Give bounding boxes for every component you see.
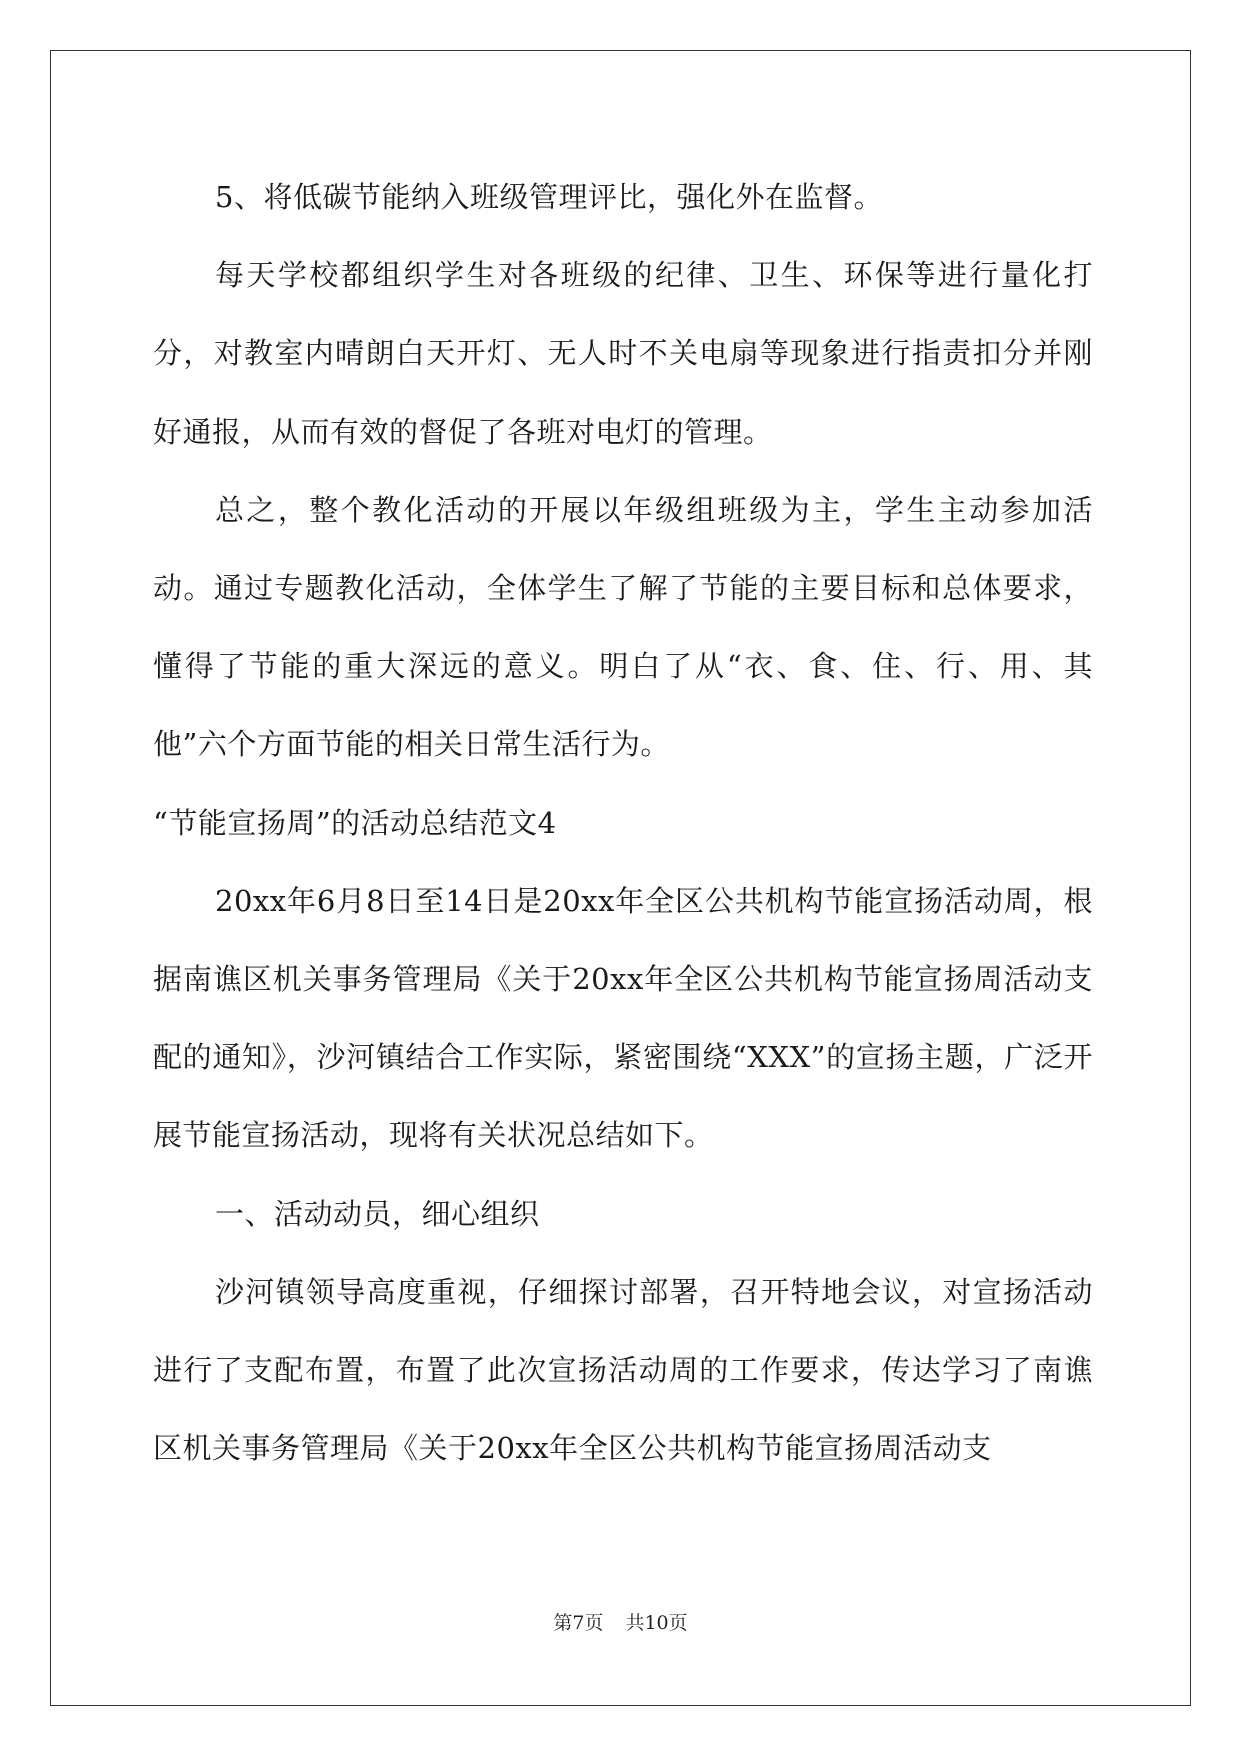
paragraph-leadership: 沙河镇领导高度重视，仔细探讨部署，召开特地会议，对宣扬活动进行了支配布置，布置了此次宣扬活动周的工作要求，传达学习了南谯区机关事务管理局《关于20xx年全区公共机构节能宣扬周活动支: [153, 1274, 1093, 1466]
paragraph-energy-rating: 5、将低碳节能纳入班级管理评比，强化外在监督。: [215, 180, 883, 214]
page-total: 共10页: [625, 1612, 688, 1634]
paragraph-daily-inspection: 每天学校都组织学生对各班级的纪律、卫生、环保等进行量化打分，对教室内晴朗白天开灯、无人时不关电扇等现象进行指责扣分并刚好通报，从而有效的督促了各班对电灯的管理。: [153, 258, 1093, 449]
subheading-mobilization: 一、活动动员，细心组织: [215, 1196, 540, 1231]
page-footer: [0, 1608, 1241, 1635]
page-number: 第7页: [553, 1612, 604, 1634]
section-heading: “节能宣扬周”的活动总结范文4: [153, 805, 557, 840]
document-body: [153, 158, 1093, 1487]
paragraph-summary: 总之，整个教化活动的开展以年级组班级为主，学生主动参加活动。通过专题教化活动，全体学生了解了节能的主要目标和总体要求，懂得了节能的重大深远的意义。明白了从“衣、食、住、行、用、其他”六个方面节能的相关日常生活行为。: [153, 492, 1093, 762]
paragraph-activity-week: 20xx年6月8日至14日是20xx年全区公共机构节能宣扬活动周，根据南谯区机关事务管理局《关于20xx年全区公共机构节能宣扬周活动支配的通知》，沙河镇结合工作实际，紧密围绕“XXX”的宣扬主题，广泛开展节能宣扬活动，现将有关状况总结如下。: [153, 883, 1093, 1153]
